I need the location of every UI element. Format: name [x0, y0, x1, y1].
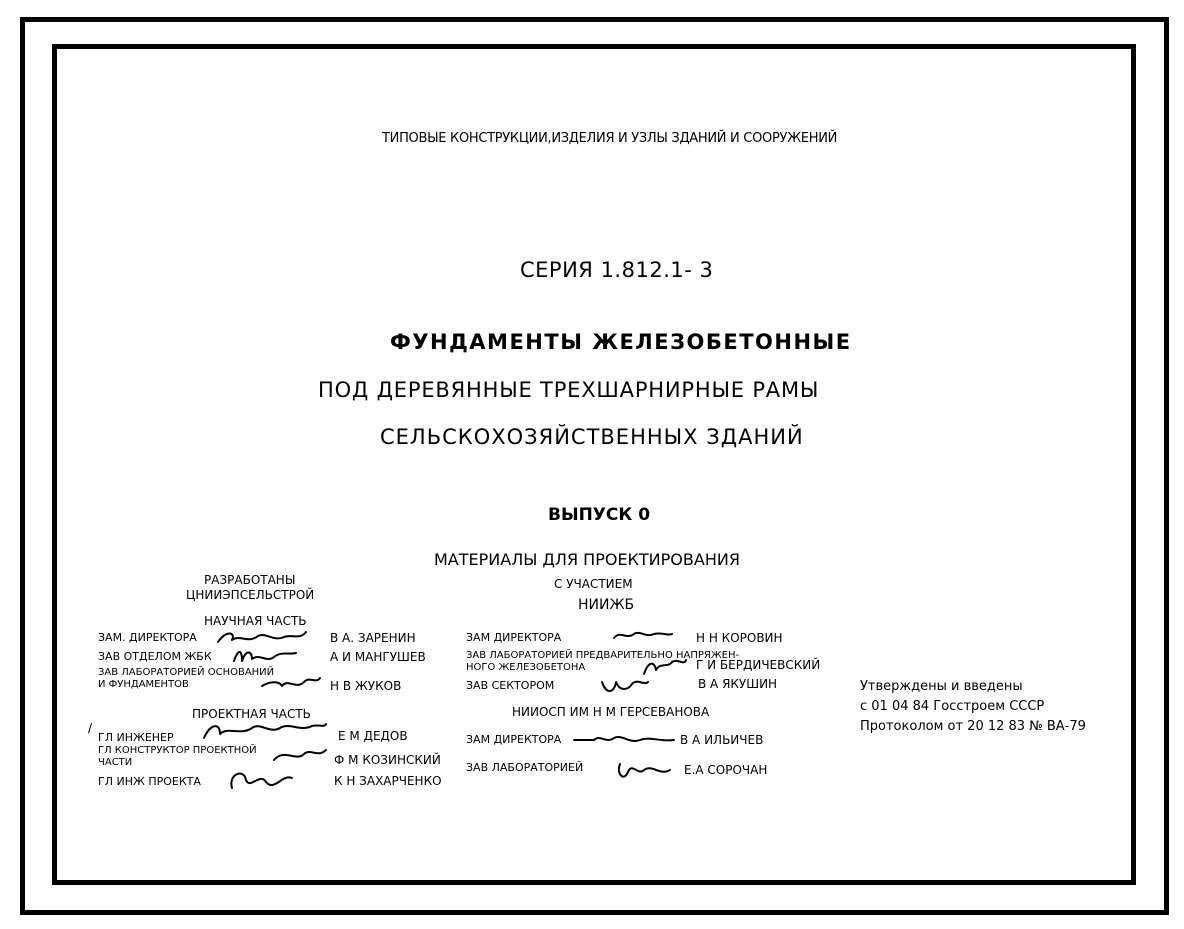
position-label: ЧАСТИ: [98, 757, 133, 768]
position-label: ЗАМ ДИРЕКТОРА: [466, 733, 562, 746]
signature-sorochan: [614, 756, 676, 786]
niiosp-heading: НИИОСП ИМ Н М ГЕРСЕВАНОВА: [512, 705, 710, 719]
project-part-heading: ПРОЕКТНАЯ ЧАСТЬ: [192, 707, 311, 721]
signature-korovin: [610, 626, 676, 644]
person-name: Н В ЖУКОВ: [330, 679, 402, 693]
signature-zakharchenko: [226, 766, 300, 794]
subtitle: МАТЕРИАЛЫ ДЛЯ ПРОЕКТИРОВАНИЯ: [434, 550, 740, 569]
person-name: Н Н КОРОВИН: [696, 631, 783, 645]
signature-mangushev: [230, 645, 300, 667]
title-line-1: ФУНДАМЕНТЫ ЖЕЛЕЗОБЕТОННЫЕ: [390, 330, 852, 354]
position-label: ЗАМ ДИРЕКТОРА: [466, 631, 562, 644]
approval-line-1: Утверждены и введены: [860, 679, 1023, 694]
position-label: И ФУНДАМЕНТОВ: [98, 679, 189, 690]
position-label: ЗАВ ОТДЕЛОМ ЖБК: [98, 650, 212, 663]
developer-org: ЦНИИЭПСЕЛЬСТРОЙ: [186, 588, 315, 602]
position-label: НОГО ЖЕЛЕЗОБЕТОНА: [466, 662, 586, 673]
person-name: В А. ЗАРЕНИН: [330, 631, 416, 645]
issue-number: ВЫПУСК 0: [548, 505, 651, 525]
person-name: Е.А СОРОЧАН: [684, 763, 768, 777]
inner-border: [52, 44, 1136, 885]
position-label: ЗАВ ЛАБОРАТОРИЕЙ ОСНОВАНИЙ: [98, 667, 275, 678]
person-name: В А ИЛЬИЧЕВ: [680, 733, 764, 747]
position-label: ГЛ ИНЖЕНЕР: [98, 731, 174, 744]
developers-heading: РАЗРАБОТАНЫ: [204, 573, 296, 587]
series-title: ТИПОВЫЕ КОНСТРУКЦИИ,ИЗДЕЛИЯ И УЗЛЫ ЗДАНИЙ И СООРУЖЕНИЙ: [382, 131, 838, 146]
signature-yakushin: [598, 674, 652, 698]
person-name: Е М ДЕДОВ: [338, 729, 408, 743]
person-name: К Н ЗАХАРЧЕНКО: [334, 774, 442, 788]
position-label: ГЛ КОНСТРУКТОР ПРОЕКТНОЙ: [98, 745, 257, 756]
tick-mark: /: [88, 721, 93, 735]
signature-zhukov: [258, 672, 324, 694]
approval-line-2: с 01 04 84 Госстроем СССР: [860, 699, 1045, 714]
signature-kozinsky: [270, 744, 330, 766]
person-name: Ф М КОЗИНСКИЙ: [334, 753, 441, 767]
position-label: ЗАВ СЕКТОРОМ: [466, 679, 555, 692]
position-label: ЗАВ ЛАБОРАТОРИЕЙ: [466, 761, 584, 774]
position-label: ЗАВ ЛАБОРАТОРИЕЙ ПРЕДВАРИТЕЛЬНО НАПРЯЖЕН-: [466, 650, 740, 661]
person-name: Г И БЕРДИЧЕВСКИЙ: [696, 658, 821, 672]
person-name: А И МАНГУШЕВ: [330, 650, 426, 664]
approval-line-3: Протоколом от 20 12 83 № ВА-79: [860, 719, 1086, 734]
signature-dedov: [200, 718, 330, 744]
title-line-3: СЕЛЬСКОХОЗЯЙСТВЕННЫХ ЗДАНИЙ: [380, 425, 804, 449]
signature-ilyichev: [570, 730, 680, 748]
person-name: В А ЯКУШИН: [698, 677, 778, 691]
scientific-part-heading: НАУЧНАЯ ЧАСТЬ: [204, 614, 307, 628]
series-number: СЕРИЯ 1.812.1- 3: [520, 258, 714, 282]
position-label: ЗАМ. ДИРЕКТОРА: [98, 631, 197, 644]
position-label: ГЛ ИНЖ ПРОЕКТА: [98, 775, 201, 788]
participation-org: НИИЖБ: [578, 597, 635, 613]
title-line-2: ПОД ДЕРЕВЯННЫЕ ТРЕХШАРНИРНЫЕ РАМЫ: [318, 378, 820, 402]
participation-heading: С УЧАСТИЕМ: [554, 577, 633, 591]
